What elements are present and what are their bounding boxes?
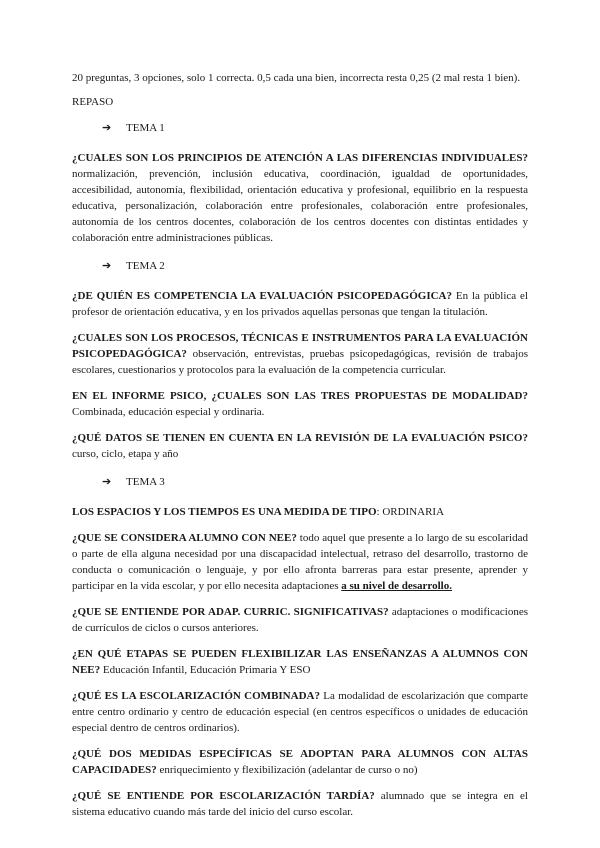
- question-text: ¿CUALES SON LOS PRINCIPIOS DE ATENCIÓN A LAS DIFERENCIAS INDIVIDUALES?: [72, 152, 528, 164]
- answer-text: curso, ciclo, etapa y año: [72, 448, 179, 460]
- qa-item: [72, 330, 528, 378]
- answer-emphasis: a su nivel de desarrollo.: [341, 580, 452, 592]
- arrow-icon: ➔: [102, 476, 112, 488]
- qa-item: [72, 288, 528, 320]
- answer-text: observación, entrevistas, pruebas psicopedagógicas, revisión de trabajos escolares, cuestionarios y protocolos para la evaluación de la competencia curricular.: [72, 348, 528, 376]
- answer-text: Combinada, educación especial y ordinaria.: [72, 406, 265, 418]
- qa-item: [72, 388, 528, 420]
- question-text: ¿QUÉ DATOS SE TIENEN EN CUENTA EN LA REVISIÓN DE LA EVALUACIÓN PSICO?: [72, 432, 528, 444]
- qa-item: [72, 788, 528, 820]
- qa-item: [72, 150, 528, 246]
- arrow-icon: ➔: [102, 122, 112, 134]
- topic-heading-1: [102, 120, 528, 136]
- question-text: ¿QUÉ ES LA ESCOLARIZACIÓN COMBINADA?: [72, 690, 320, 702]
- intro-text: 20 preguntas, 3 opciones, solo 1 correcta. 0,5 cada una bien, incorrecta resta 0,25 (2 mal resta 1 bien).: [72, 72, 521, 84]
- topic-heading-2: [102, 258, 528, 274]
- answer-text: adaptaciones o modificaciones de currículos de ciclos o cursos anteriores.: [72, 606, 528, 634]
- question-text: ¿QUE SE CONSIDERA ALUMNO CON NEE?: [72, 532, 297, 544]
- qa-item: [72, 746, 528, 778]
- qa-item: [72, 604, 528, 636]
- answer-text: enriquecimiento y flexibilización (adelantar de curso o no): [156, 764, 418, 776]
- question-text: EN EL INFORME PSICO, ¿CUALES SON LAS TRES PROPUESTAS DE MODALIDAD?: [72, 390, 528, 402]
- question-text: ¿EN QUÉ ETAPAS SE PUEDEN FLEXIBILIZAR LAS ENSEÑANZAS A ALUMNOS CON NEE?: [72, 648, 528, 676]
- answer-text: : ORDINARIA: [376, 506, 445, 518]
- section-heading-repaso: REPASO: [72, 96, 114, 108]
- qa-item: [72, 504, 528, 520]
- qa-item: [72, 530, 528, 594]
- answer-text: Educación Infantil, Educación Primaria Y ESO: [100, 664, 311, 676]
- question-text: ¿DE QUIÉN ES COMPETENCIA LA EVALUACIÓN PSICOPEDAGÓGICA?: [72, 290, 453, 302]
- arrow-icon: ➔: [102, 260, 112, 272]
- answer-text: La modalidad de escolarización que comparte entre centro ordinario y centro de educación especial (en centros específicos o unidades de educación especial dentro de centros ordinarios).: [72, 690, 528, 734]
- answer-text: normalización, prevención, inclusión educativa, coordinación, igualdad de oportunidades, accesibilidad, autonomía, flexibilidad, orientación educativa y profesional, equilibrio en la respuesta educativa, personalización, colaboración entre profesionales, colaboración entre profesionales, autonomía de los centros docentes, colaboración de los centros docentes con distintas entidades y colaboración entre administraciones públicas.: [72, 168, 528, 244]
- question-text: ¿QUÉ SE ENTIENDE POR ESCOLARIZACIÓN TARDÍA?: [72, 790, 375, 802]
- question-text: ¿QUE SE ENTIENDE POR ADAP. CURRIC. SIGNIFICATIVAS?: [72, 606, 389, 618]
- qa-item: [72, 688, 528, 736]
- answer-text: En la pública el profesor de orientación educativa, y en los privados aquellas personas que tengan la titulación.: [72, 290, 528, 318]
- question-text: ¿CUALES SON LOS PROCESOS, TÉCNICAS E INSTRUMENTOS PARA LA EVALUACIÓN PSICOPEDAGÓGICA?: [72, 332, 528, 360]
- answer-text: alumnado que se integra en el sistema educativo cuando más tarde del inicio del curso escolar.: [72, 790, 528, 818]
- topic-label: TEMA 2: [126, 260, 165, 272]
- topic-label: TEMA 3: [126, 476, 165, 488]
- question-text: ¿QUÉ DOS MEDIDAS ESPECÍFICAS SE ADOPTAN PARA ALUMNOS CON ALTAS CAPACIDADES?: [72, 748, 528, 776]
- qa-item: [72, 646, 528, 678]
- qa-item: [72, 430, 528, 462]
- topic-label: TEMA 1: [126, 122, 165, 134]
- question-text: LOS ESPACIOS Y LOS TIEMPOS ES UNA MEDIDA DE TIPO: [72, 506, 377, 518]
- answer-text: todo aquel que presente a lo largo de su escolaridad o parte de ella alguna necesidad por una discapacidad intelectual, retraso del desarrollo, trastorno de conducta o comunicación o lenguaje, y por ello afronta barreras para estar presente, aprender y participar en la vida escolar, y por ello necesita adaptaciones: [72, 532, 528, 592]
- topic-heading-3: [102, 474, 528, 490]
